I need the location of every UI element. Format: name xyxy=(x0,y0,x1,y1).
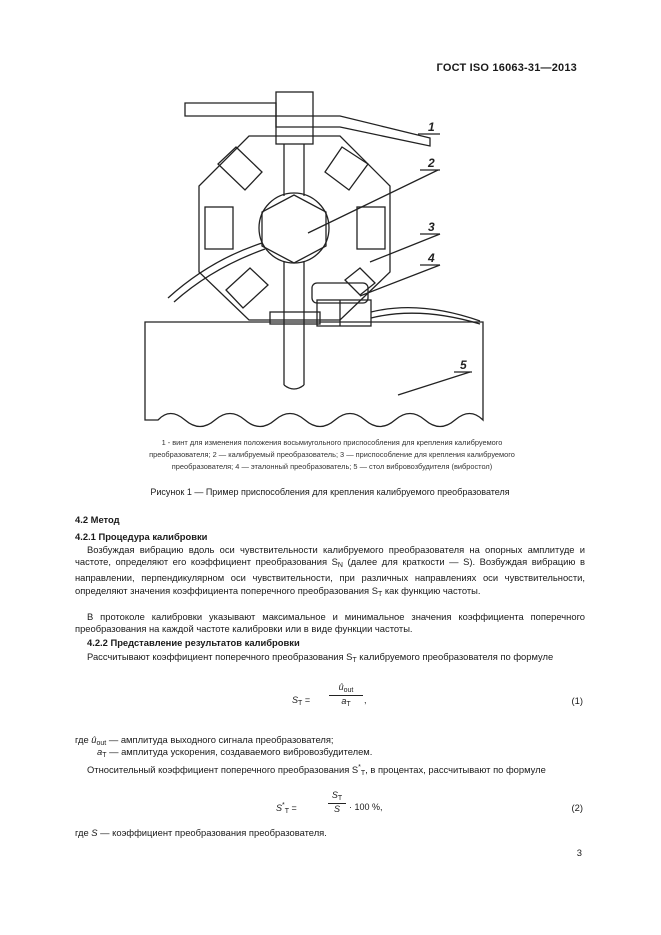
formula-1-lhs: $S_T$ = xyxy=(292,695,311,707)
where-s: где S — коэффициент преобразования преобразователя. xyxy=(75,827,327,838)
vibration-table xyxy=(145,322,483,427)
callout-1: 1 xyxy=(428,120,435,134)
paragraph-calc: Рассчитывают коэффициент поперечного преобразования $S_T$ калибруемого преобразователя по формуле xyxy=(87,651,554,664)
callout-5: 5 xyxy=(460,358,467,372)
paragraph-protocol: В протоколе калибровки указывают максимальное и минимальное значения коэффициента поперечного преобразования на каждой частоте калибровки или в виде функции частоты. xyxy=(75,611,585,635)
formula-1-fraction: $û_{out}$ $a_T$ xyxy=(329,682,363,708)
heading-4-2-2: 4.2.2 Представление результатов калибровки xyxy=(87,637,300,648)
formula-2-lhs: $S^*_T$ = xyxy=(276,802,297,815)
figure-1-drawing xyxy=(0,0,661,430)
callout-3: 3 xyxy=(428,220,435,234)
screw-handle xyxy=(185,103,430,146)
document-header: ГОСТ ISO 16063-31—2013 xyxy=(436,62,577,74)
formula-2-fraction: $S_T$ S xyxy=(328,790,346,814)
callout-2: 2 xyxy=(428,156,435,170)
paragraph-procedure: Возбуждая вибрацию вдоль оси чувствительности калибруемого преобразователя на опорных амплитуде и частоте, определяют его коэффициент преобразования $S_N$ (далее для краткости — S). Возбуждая вибрацию в направлении, перпендикулярном оси чувствительности, при различных направлениях оси чувствительности, определяют значения коэффициента поперечного преобразования $S_T$ как функцию частоты. xyxy=(75,544,585,598)
where-u-out: где $û_{out}$ — амплитуда выходного сигнала преобразователя; xyxy=(75,734,334,747)
formula-1-tail: , xyxy=(364,695,367,705)
formula-2-number: (2) xyxy=(571,802,583,813)
figure-caption: Рисунок 1 — Пример приспособления для крепления калибруемого преобразователя xyxy=(150,487,510,497)
page-number: 3 xyxy=(576,847,582,858)
heading-4-2: 4.2 Метод xyxy=(75,514,120,525)
formula-1-number: (1) xyxy=(571,695,583,706)
heading-4-2-1: 4.2.1 Процедура калибровки xyxy=(75,531,208,542)
formula-2-tail: · 100 %, xyxy=(349,802,383,812)
paragraph-relative: Относительный коэффициент поперечного преобразования $S^*_T$, в процентах, рассчитывают по формуле xyxy=(87,764,546,778)
where-a-t: $a_T$ — амплитуда ускорения, создаваемого вибровозбудителем. xyxy=(97,746,373,759)
callout-4: 4 xyxy=(428,251,435,265)
figure-legend: 1 - винт для изменения положения восьмиугольного приспособления для крепления калибруемого преобразователя; 2 — калибруемый преобразователь; 3 — приспособление для крепления калибруемого преобразователя; 4 — эталонный преобразователь; 5 — стол вибровозбудителя (вибростол) xyxy=(149,438,515,471)
